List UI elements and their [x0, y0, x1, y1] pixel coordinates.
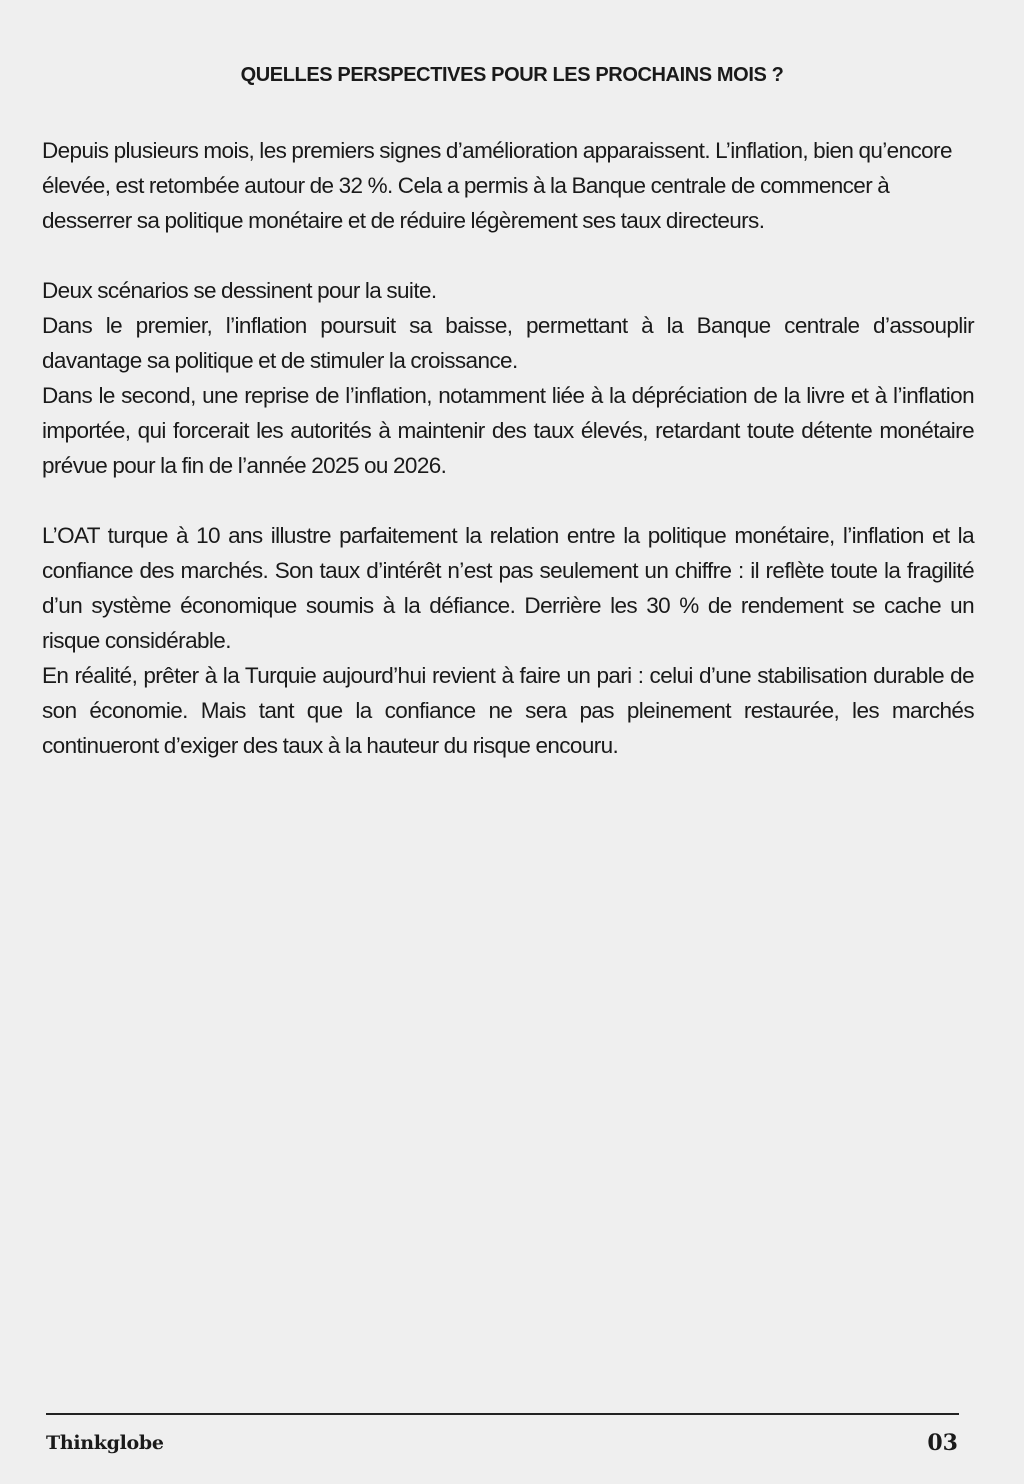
paragraph-oat-bond: L’OAT turque à 10 ans illustre parfaitement la relation entre la politique monétaire, l’inflation et la confiance des marchés. Son taux d’intérêt n’est pas seulement un chiffre : il reflète toute la fragilité d’un système économique soumis à la défiance. Derrière les 30 % de rendement se cache un risque considérable.	[42, 523, 974, 653]
page-title: QUELLES PERSPECTIVES POUR LES PROCHAINS MOIS ?	[240, 64, 784, 86]
paragraph-spacer	[42, 483, 974, 518]
paragraph-scenarios-intro: Deux scénarios se dessinent pour la suite.	[42, 278, 437, 303]
paragraph-spacer	[42, 238, 974, 273]
paragraph-scenario-one: Dans le premier, l’inflation poursuit sa baisse, permettant à la Banque centrale d’assouplir davantage sa politique et de stimuler la croissance.	[42, 313, 974, 373]
paragraph-scenario-two: Dans le second, une reprise de l’inflation, notamment liée à la dépréciation de la livre et à l’inflation importée, qui forcerait les autorités à maintenir des taux élevés, retardant toute détente monétaire prévue pour la fin de l’année 2025 ou 2026.	[42, 383, 974, 478]
paragraph-conclusion: En réalité, prêter à la Turquie aujourd’hui revient à faire un pari : celui d’une stabilisation durable de son économie. Mais tant que la confiance ne sera pas pleinement restaurée, les marchés continueront d’exiger des taux à la hauteur du risque encouru.	[42, 663, 974, 758]
page-number: 03	[927, 1430, 958, 1456]
footer-divider	[46, 1413, 959, 1415]
footer-brand: Thinkglobe	[46, 1432, 164, 1454]
paragraph-improvement-signs: Depuis plusieurs mois, les premiers signes d’amélioration apparaissent. L’inflation, bien qu’encore élevée, est retombée autour de 32 %. Cela a permis à la Banque centrale de commencer à desserrer sa politique monétaire et de réduire légèrement ses taux directeurs.	[42, 138, 952, 233]
article-body	[42, 133, 974, 763]
